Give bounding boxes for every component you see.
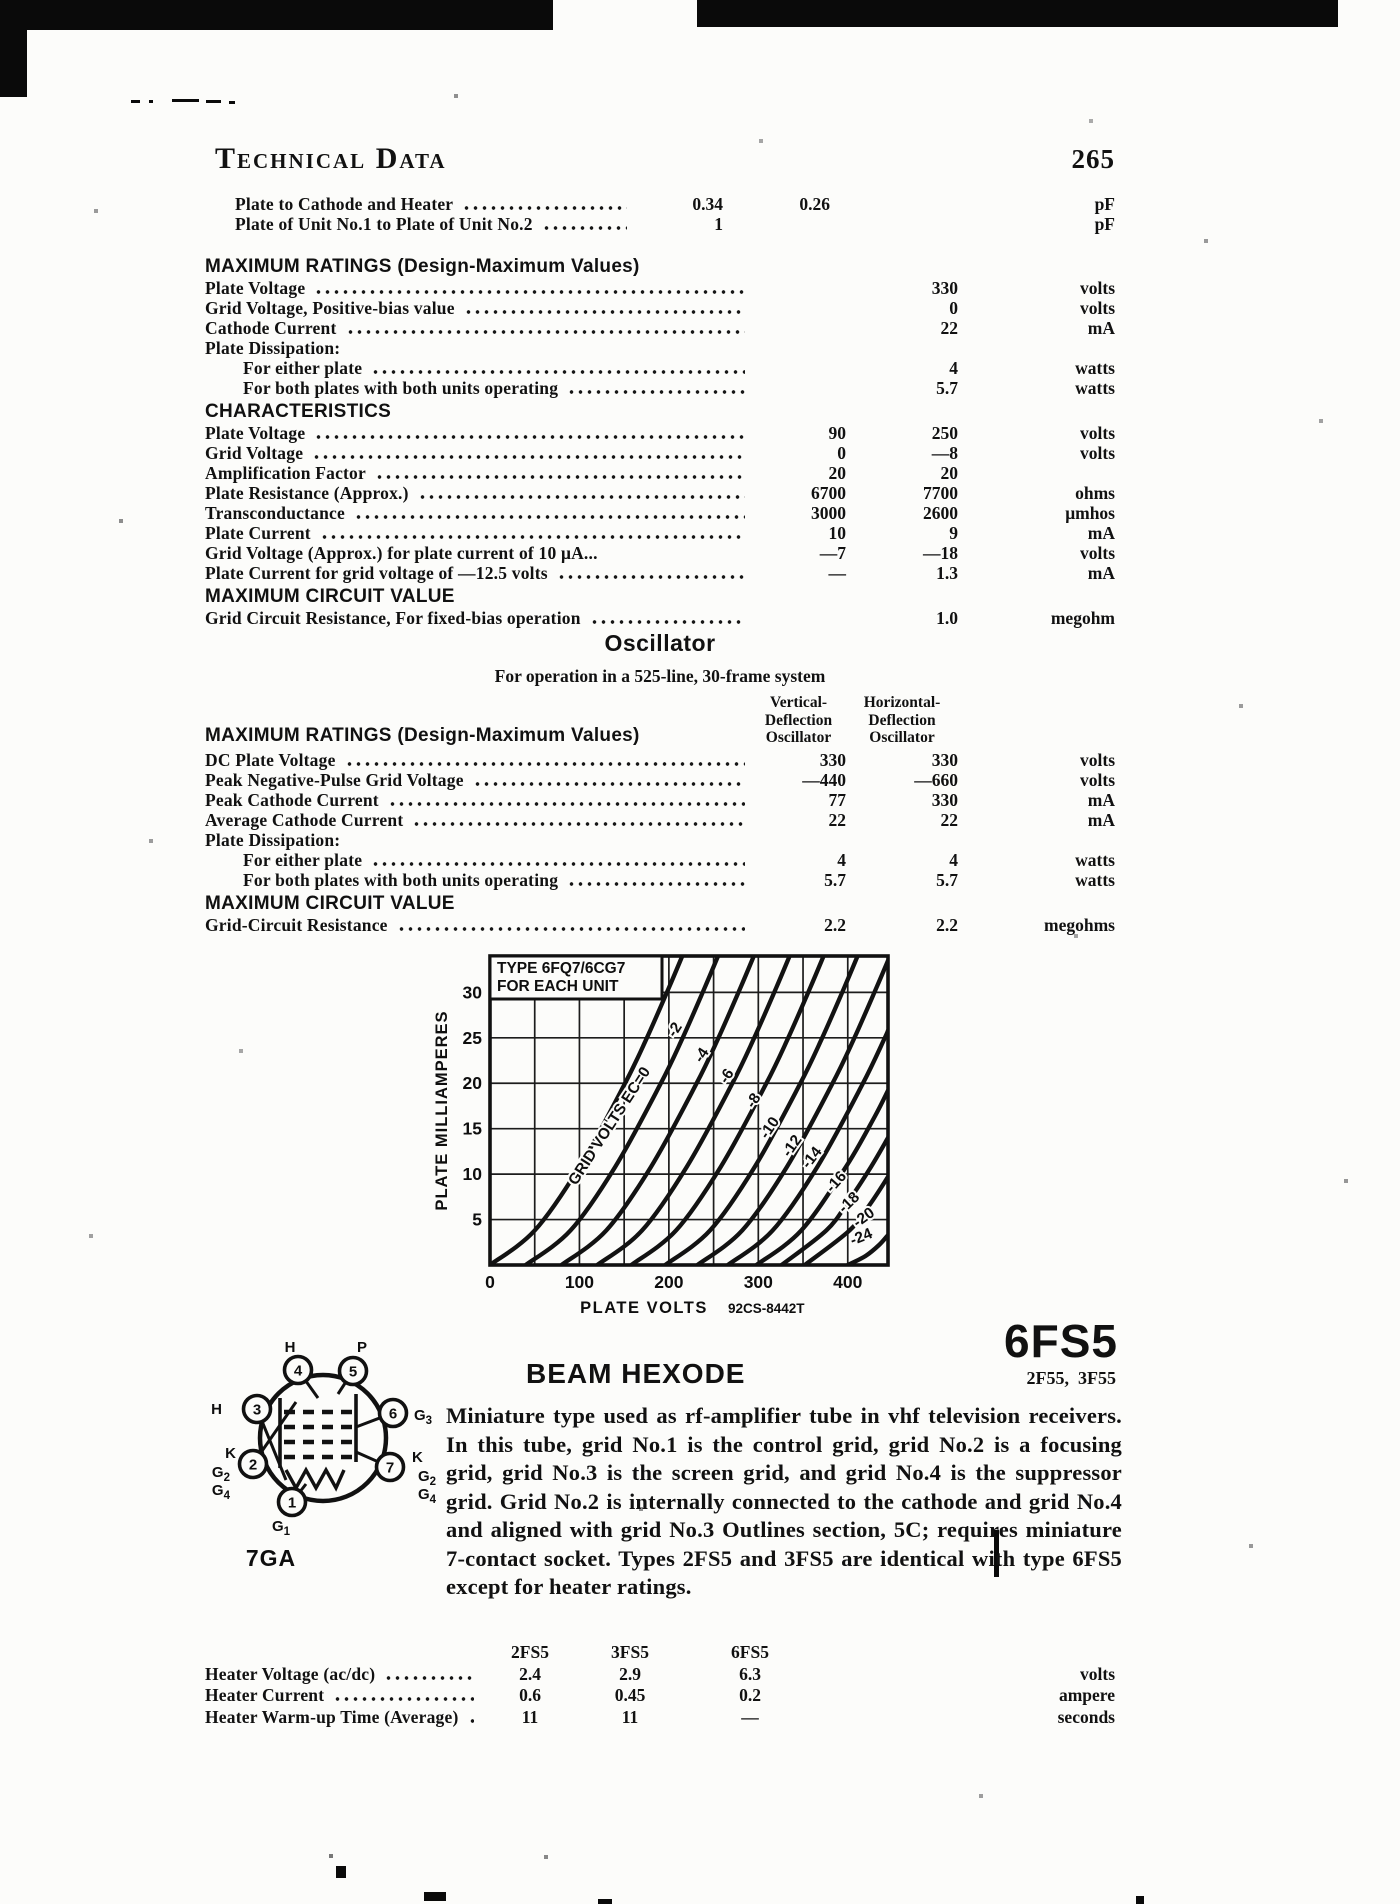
spec-value: 20 xyxy=(940,463,958,483)
column-header: 6FS5 xyxy=(731,1642,769,1662)
spec-value: 330 xyxy=(931,278,958,298)
spec-value: —18 xyxy=(923,543,958,563)
scan-speckles xyxy=(0,0,2,2)
spec-row xyxy=(205,463,1115,483)
spec-row xyxy=(205,608,1115,628)
dot-leader xyxy=(320,535,745,539)
beam-hexode-section xyxy=(430,1315,1130,1658)
spec-block xyxy=(205,256,1115,398)
spec-label: Heater Voltage (ac/dc) xyxy=(205,1663,376,1684)
socket-base-label: 7GA xyxy=(245,1545,297,1571)
spec-unit: watts xyxy=(1075,869,1115,890)
heading-text: MAXIMUM CIRCUIT VALUE xyxy=(205,586,455,607)
tube-description: Miniature type used as rf-amplifier tube in vhf television receivers. In this tube, grid No.1 is the control grid, grid No.2 is a focusing grid, grid No.3 is the screen grid, and grid No.4 is the suppressor grid. Grid No.2 is internally connected to the cathode and grid No.4 and aligned with grid No.3 Outlines section, 5C; requires miniature 7-contact socket. Types 2FS5 and 3FS5 are identical with type 6FS5 except for heater ratings. xyxy=(446,1403,1122,1599)
column-header-line: Deflection xyxy=(868,711,936,729)
spec-unit: mA xyxy=(1087,809,1115,830)
column-header xyxy=(751,694,846,747)
spec-row xyxy=(205,770,1115,790)
scan-noise-mark xyxy=(1136,1896,1144,1904)
curve-label: -20 xyxy=(849,1204,878,1232)
spec-unit: seconds xyxy=(1057,1706,1115,1727)
dot-leader xyxy=(464,310,745,314)
dot-leader xyxy=(473,782,745,786)
spec-label: Plate Current for grid voltage of —12.5 volts xyxy=(205,563,548,583)
pin-number: 4 xyxy=(293,1362,303,1380)
spec-row xyxy=(205,523,1115,543)
spec-value: 330 xyxy=(931,789,958,810)
spec-row xyxy=(205,338,1115,358)
spec-value: 0 xyxy=(949,298,958,318)
pin-label: K xyxy=(225,1445,236,1462)
curves-group xyxy=(490,956,888,1265)
spec-unit: ampere xyxy=(1058,1685,1115,1705)
spec-label: Average Cathode Current xyxy=(205,809,404,830)
dot-leader xyxy=(371,370,745,374)
spec-value: 10 xyxy=(828,523,846,543)
spec-row xyxy=(205,483,1115,503)
scan-noise-mark xyxy=(172,99,199,102)
spec-unit: pF xyxy=(1094,214,1115,234)
page-header xyxy=(215,142,1115,176)
scan-noise-mark xyxy=(336,1866,346,1878)
oscillator-subtitle: For operation in a 525-line, 30-frame system xyxy=(494,666,826,686)
spec-block xyxy=(205,194,1115,234)
spec-row xyxy=(205,870,1115,890)
spec-label: Plate of Unit No.1 to Plate of Unit No.2 xyxy=(235,214,533,234)
pin-label: $G_4$ xyxy=(211,1482,230,1502)
heater-ratings-table xyxy=(205,1642,1115,1728)
column-header-line: Oscillator xyxy=(869,729,935,746)
dot-leader xyxy=(312,455,745,459)
dot-leader xyxy=(412,822,745,826)
spec-label: For either plate xyxy=(243,849,363,870)
heading-text: MAXIMUM CIRCUIT VALUE xyxy=(205,892,455,914)
spec-label: Plate Voltage xyxy=(205,278,306,298)
spec-label: Heater Warm-up Time (Average) xyxy=(205,1706,459,1727)
spec-label: Plate Dissipation: xyxy=(205,829,341,850)
scan-noise-mark xyxy=(131,100,140,103)
spec-row xyxy=(205,358,1115,378)
spec-value: 2.4 xyxy=(519,1663,541,1684)
spec-row xyxy=(205,503,1115,523)
page-number: 265 xyxy=(1071,144,1115,174)
spec-label: Heater Current xyxy=(205,1685,325,1705)
spec-block xyxy=(205,401,1115,583)
spec-row xyxy=(205,1707,1115,1729)
spec-value: 3000 xyxy=(811,503,846,523)
spec-value: 9 xyxy=(949,523,958,543)
spec-value: 6700 xyxy=(811,483,846,503)
pin-number: 6 xyxy=(388,1405,398,1423)
spec-row xyxy=(205,810,1115,830)
heading-text: MAXIMUM RATINGS xyxy=(205,256,392,277)
spec-unit: volts xyxy=(1080,1663,1115,1684)
spec-unit: megohms xyxy=(1044,914,1115,935)
spec-row xyxy=(205,915,1115,935)
dot-leader xyxy=(567,882,745,886)
dot-leader xyxy=(333,1697,474,1701)
dot-leader xyxy=(375,475,745,479)
pin-number: 7 xyxy=(385,1459,395,1477)
spec-row xyxy=(205,378,1115,398)
spec-unit: volts xyxy=(1080,543,1115,563)
spec-label: Plate to Cathode and Heater xyxy=(235,194,454,214)
spec-value: —7 xyxy=(819,543,846,563)
column-header: 2FS5 xyxy=(511,1642,549,1662)
spec-value: 20 xyxy=(828,463,846,483)
dot-leader xyxy=(542,226,627,230)
column-header: 3FS5 xyxy=(611,1642,649,1662)
dot-leader xyxy=(346,330,746,334)
scan-noise-mark xyxy=(206,100,221,103)
spec-label: Amplification Factor xyxy=(205,463,366,483)
spec-label: Plate Current xyxy=(205,523,311,543)
spec-label: Cathode Current xyxy=(205,318,337,338)
spec-unit: mA xyxy=(1087,318,1115,338)
spec-row xyxy=(205,750,1115,770)
tube-model-variants: 2F55, 3F55 xyxy=(1026,1368,1116,1388)
dot-leader xyxy=(345,762,745,766)
heater-header-row xyxy=(205,1642,1115,1664)
spec-value: 2.2 xyxy=(936,914,958,935)
dot-leader xyxy=(388,802,745,806)
spec-value: 0.45 xyxy=(614,1685,646,1705)
scan-edge-artifact xyxy=(697,0,1338,27)
spec-unit: μmhos xyxy=(1065,503,1115,523)
heading-text: MAXIMUM RATINGS xyxy=(205,724,392,746)
spec-label: Plate Dissipation: xyxy=(205,338,341,358)
pin-label: $G_2$ xyxy=(418,1468,437,1488)
y-tick-label: 15 xyxy=(462,1118,482,1139)
pin-label: $G_4$ xyxy=(418,1486,437,1506)
spec-row xyxy=(205,194,1115,214)
pin-label: K xyxy=(412,1449,423,1466)
curve-label: -24 xyxy=(847,1225,875,1250)
spec-row xyxy=(205,423,1115,443)
pin-number: 3 xyxy=(252,1401,262,1419)
spec-table xyxy=(205,194,1115,628)
dot-leader xyxy=(354,515,745,519)
spec-row xyxy=(205,278,1115,298)
curve-ec-10 xyxy=(665,956,857,1265)
heater-rows xyxy=(205,1642,1115,1728)
spec-value: 6.3 xyxy=(739,1663,761,1684)
spec-row xyxy=(205,298,1115,318)
spec-value: 1.3 xyxy=(936,563,958,583)
scan-edge-artifact xyxy=(0,0,27,97)
spec-value: 1.0 xyxy=(936,608,958,628)
spec-block xyxy=(205,586,1115,628)
spec-unit: volts xyxy=(1080,423,1115,443)
curve-label: -18 xyxy=(835,1188,864,1217)
pin-number: 1 xyxy=(287,1494,297,1512)
x-tick-label: 300 xyxy=(743,1272,773,1292)
heading-text: CHARACTERISTICS xyxy=(205,401,392,422)
spec-value: 0 xyxy=(837,443,846,463)
section-title: BEAM HEXODE xyxy=(526,1358,746,1389)
curve-ec-20 xyxy=(805,1177,888,1265)
spec-value: 2.2 xyxy=(824,914,846,935)
curve-label: -2 xyxy=(664,1019,686,1041)
spec-row xyxy=(205,1685,1115,1707)
y-tick-label: 30 xyxy=(462,982,482,1003)
spec-unit: volts xyxy=(1080,443,1115,463)
spec-unit: watts xyxy=(1075,849,1115,870)
spec-unit: megohm xyxy=(1050,608,1115,628)
dot-leader xyxy=(349,842,745,846)
x-tick-label: 0 xyxy=(485,1272,495,1292)
curve-label: -14 xyxy=(798,1143,826,1172)
spec-label: DC Plate Voltage xyxy=(205,749,336,770)
spec-value: 4 xyxy=(949,358,958,378)
dot-leader xyxy=(371,862,745,866)
spec-value: 0.34 xyxy=(692,194,723,214)
curve-label: -4 xyxy=(690,1044,713,1066)
column-header-line: Horizontal- xyxy=(863,694,941,711)
spec-value: 5.7 xyxy=(936,869,958,890)
spec-row xyxy=(205,318,1115,338)
x-tick-label: 200 xyxy=(654,1272,684,1292)
y-tick-label: 10 xyxy=(462,1164,482,1185)
spec-value: 1 xyxy=(714,214,723,234)
spec-value: — xyxy=(828,563,846,583)
spec-value: 90 xyxy=(828,423,846,443)
x-tick-label: 400 xyxy=(833,1272,863,1292)
curve-ec-4 xyxy=(562,956,754,1265)
spec-label: Plate Voltage xyxy=(205,423,306,443)
spec-label: Grid Circuit Resistance, For fixed-bias operation xyxy=(205,608,581,628)
spec-label: Grid Voltage (Approx.) for plate current of 10 μA... xyxy=(205,543,598,563)
spec-row xyxy=(205,830,1115,850)
spec-row xyxy=(205,443,1115,463)
dot-leader xyxy=(314,435,745,439)
spec-row xyxy=(205,1664,1115,1686)
dot-leader xyxy=(567,390,745,394)
spec-value: 4 xyxy=(949,849,958,870)
spec-unit: pF xyxy=(1094,194,1115,214)
spec-value: —8 xyxy=(931,443,958,463)
spec-value: 250 xyxy=(931,423,958,443)
x-axis-label: PLATE VOLTS xyxy=(580,1299,708,1317)
dot-leader xyxy=(462,206,627,210)
spec-label: Grid Voltage, Positive-bias value xyxy=(205,298,455,318)
spec-label: For both plates with both units operating xyxy=(243,869,559,890)
column-header xyxy=(846,694,958,747)
curve-label: -10 xyxy=(756,1113,784,1143)
section-heading xyxy=(205,725,751,747)
pin-label: $G_1$ xyxy=(271,1518,291,1538)
curve-label: -6 xyxy=(715,1065,738,1087)
spec-value: 2600 xyxy=(923,503,958,523)
spec-row xyxy=(205,543,1115,563)
spec-value: — xyxy=(741,1706,759,1727)
curve-label: -8 xyxy=(742,1090,765,1112)
spec-value: 22 xyxy=(940,318,958,338)
spec-value: 2.9 xyxy=(619,1663,641,1684)
scan-noise-mark xyxy=(229,101,235,104)
spec-label: Plate Resistance (Approx.) xyxy=(205,483,409,503)
spec-value: 22 xyxy=(940,809,958,830)
dot-leader xyxy=(468,1719,474,1723)
spec-label: Peak Negative-Pulse Grid Voltage xyxy=(205,769,464,790)
heading-paren: (Design-Maximum Values) xyxy=(391,724,640,746)
spec-value: 330 xyxy=(819,749,846,770)
scan-edge-artifact xyxy=(0,0,553,30)
x-tick-label: 100 xyxy=(564,1272,595,1292)
figure-code: 92CS-8442T xyxy=(728,1301,805,1316)
oscillator-table xyxy=(205,694,1115,935)
dot-leader xyxy=(384,1676,474,1680)
spec-label: For either plate xyxy=(243,358,363,378)
section-heading xyxy=(205,401,1115,423)
spec-value: 0.6 xyxy=(519,1685,541,1705)
spec-value: 77 xyxy=(828,789,846,810)
pin-number: 5 xyxy=(348,1363,358,1381)
column-header-line: Deflection xyxy=(764,711,833,729)
dot-leader xyxy=(557,575,745,579)
spec-unit: watts xyxy=(1075,378,1115,398)
y-tick-label: 25 xyxy=(462,1027,482,1048)
curve-label: GRID VOLTS EC=0 xyxy=(565,1064,655,1189)
spec-value: 5.7 xyxy=(824,869,846,890)
column-header-line: Oscillator xyxy=(765,729,832,746)
scan-noise-mark xyxy=(424,1892,446,1901)
section-heading xyxy=(205,586,1115,608)
spec-unit: watts xyxy=(1075,358,1115,378)
oscillator-title: Oscillator xyxy=(604,630,716,656)
spec-label: Transconductance xyxy=(205,503,345,523)
spec-row xyxy=(205,790,1115,810)
curve-ec-8 xyxy=(631,956,826,1265)
dot-leader xyxy=(397,927,745,931)
spec-value: 7700 xyxy=(923,483,958,503)
spec-unit: volts xyxy=(1080,749,1115,770)
spec-unit: mA xyxy=(1087,523,1115,543)
pin-label: H xyxy=(284,1339,296,1356)
spec-label: For both plates with both units operating xyxy=(243,378,559,398)
chart-title: TYPE 6FQ7/6CG7 xyxy=(497,960,626,977)
spec-unit: volts xyxy=(1080,278,1115,298)
chart-frame xyxy=(490,956,888,1265)
spec-unit: volts xyxy=(1080,298,1115,318)
spec-row xyxy=(205,850,1115,870)
spec-value: 11 xyxy=(621,1706,639,1727)
pin-label: $G_3$ xyxy=(414,1407,433,1427)
y-axis-label: PLATE MILLIAMPERES xyxy=(433,1010,451,1211)
spec-label: Grid Voltage xyxy=(205,443,304,463)
heading-paren: (Design-Maximum Values) xyxy=(391,256,640,277)
heater-zigzag xyxy=(286,1470,344,1488)
spec-unit: volts xyxy=(1080,769,1115,790)
scan-noise-mark xyxy=(149,100,153,103)
dot-leader xyxy=(314,290,745,294)
spec-value: 22 xyxy=(828,809,846,830)
dot-leader xyxy=(418,495,745,499)
pin-label: H xyxy=(211,1401,222,1418)
chart-title: FOR EACH UNIT xyxy=(497,978,619,995)
section-heading xyxy=(205,256,1115,278)
spec-value: —660 xyxy=(914,769,958,790)
spec-label: Peak Cathode Current xyxy=(205,789,379,810)
spec-unit: mA xyxy=(1087,563,1115,583)
spec-value: —440 xyxy=(802,769,846,790)
y-tick-label: 5 xyxy=(472,1209,482,1230)
tube-model: 6FS5 xyxy=(1004,1315,1118,1367)
scan-noise-mark xyxy=(598,1899,612,1904)
spec-value: 5.7 xyxy=(936,378,958,398)
spec-value: 11 xyxy=(521,1706,539,1727)
spec-row xyxy=(205,563,1115,583)
curve-label: -12 xyxy=(778,1132,806,1161)
plate-characteristics-chart xyxy=(430,944,975,1334)
pin-number: 2 xyxy=(248,1456,258,1474)
spec-value: 0.26 xyxy=(799,194,830,214)
spec-value: 4 xyxy=(837,849,846,870)
oscillator-section xyxy=(205,630,1115,935)
pin-label: P xyxy=(356,1339,368,1356)
spec-value: 0.2 xyxy=(739,1685,761,1705)
dot-leader xyxy=(349,350,745,354)
oscillator-table-header xyxy=(205,694,1115,747)
curve-label: -16 xyxy=(822,1167,851,1197)
column-header-line: Vertical- xyxy=(769,694,828,711)
spec-unit: mA xyxy=(1087,789,1115,810)
pin-label: $G_2$ xyxy=(211,1464,230,1484)
spec-row xyxy=(205,214,1115,234)
dot-leader xyxy=(590,620,745,624)
dot-leader xyxy=(214,1654,474,1658)
dot-leader xyxy=(607,555,745,559)
spec-value: 330 xyxy=(931,749,958,770)
page-title: Technical Data xyxy=(215,142,447,175)
spec-unit: ohms xyxy=(1075,483,1115,503)
spec-label: Grid-Circuit Resistance xyxy=(205,914,388,935)
section-heading xyxy=(205,893,1115,915)
y-tick-label: 20 xyxy=(462,1073,482,1094)
